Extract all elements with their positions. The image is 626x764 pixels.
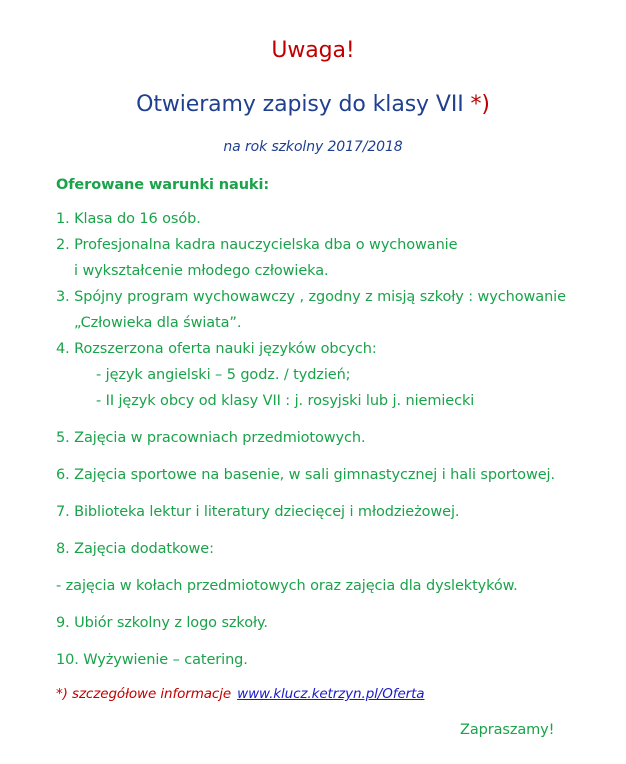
offer-item-10: 10. Wyżywienie – catering. (56, 652, 248, 668)
footnote-text: *) szczegółowe informacje (56, 686, 232, 702)
footnote-marker: *) (470, 92, 490, 117)
enrollment-headline (0, 92, 626, 117)
offer-heading: Oferowane warunki nauki: (56, 177, 270, 193)
footnote (56, 686, 424, 702)
offer-item-4: 4. Rozszerzona oferta nauki języków obcych: (56, 341, 377, 357)
headline-text: Otwieramy zapisy do klasy VII (136, 92, 471, 117)
offer-item-5: 5. Zajęcia w pracowniach przedmiotowych. (56, 430, 366, 446)
closing-invitation: Zapraszamy! (460, 722, 555, 738)
offer-item-8-detail: - zajęcia w kołach przedmiotowych oraz zajęcia dla dyslektyków. (56, 578, 518, 594)
offer-item-1: 1. Klasa do 16 osób. (56, 211, 201, 227)
school-year-subtitle: na rok szkolny 2017/2018 (223, 139, 403, 155)
offer-item-4-english: - język angielski – 5 godz. / tydzień; (96, 367, 351, 383)
notice-title: Uwaga! (271, 38, 355, 63)
offer-item-3: 3. Spójny program wychowawczy , zgodny z misją szkoły : wychowanie (56, 289, 566, 305)
offer-item-6: 6. Zajęcia sportowe na basenie, w sali gimnastycznej i hali sportowej. (56, 467, 555, 483)
offer-item-7: 7. Biblioteka lektur i literatury dziecięcej i młodzieżowej. (56, 504, 460, 520)
offer-item-9: 9. Ubiór szkolny z logo szkoły. (56, 615, 268, 631)
offer-item-2: 2. Profesjonalna kadra nauczycielska dba o wychowanie (56, 237, 458, 253)
offer-item-8: 8. Zajęcia dodatkowe: (56, 541, 214, 557)
offer-item-3-continued: „Człowieka dla świata”. (74, 315, 242, 331)
offer-item-2-continued: i wykształcenie młodego człowieka. (74, 263, 329, 279)
offer-item-4-second-language: - II język obcy od klasy VII : j. rosyjski lub j. niemiecki (96, 393, 475, 409)
offer-details-link[interactable]: www.klucz.ketrzyn.pl/Oferta (237, 686, 425, 702)
